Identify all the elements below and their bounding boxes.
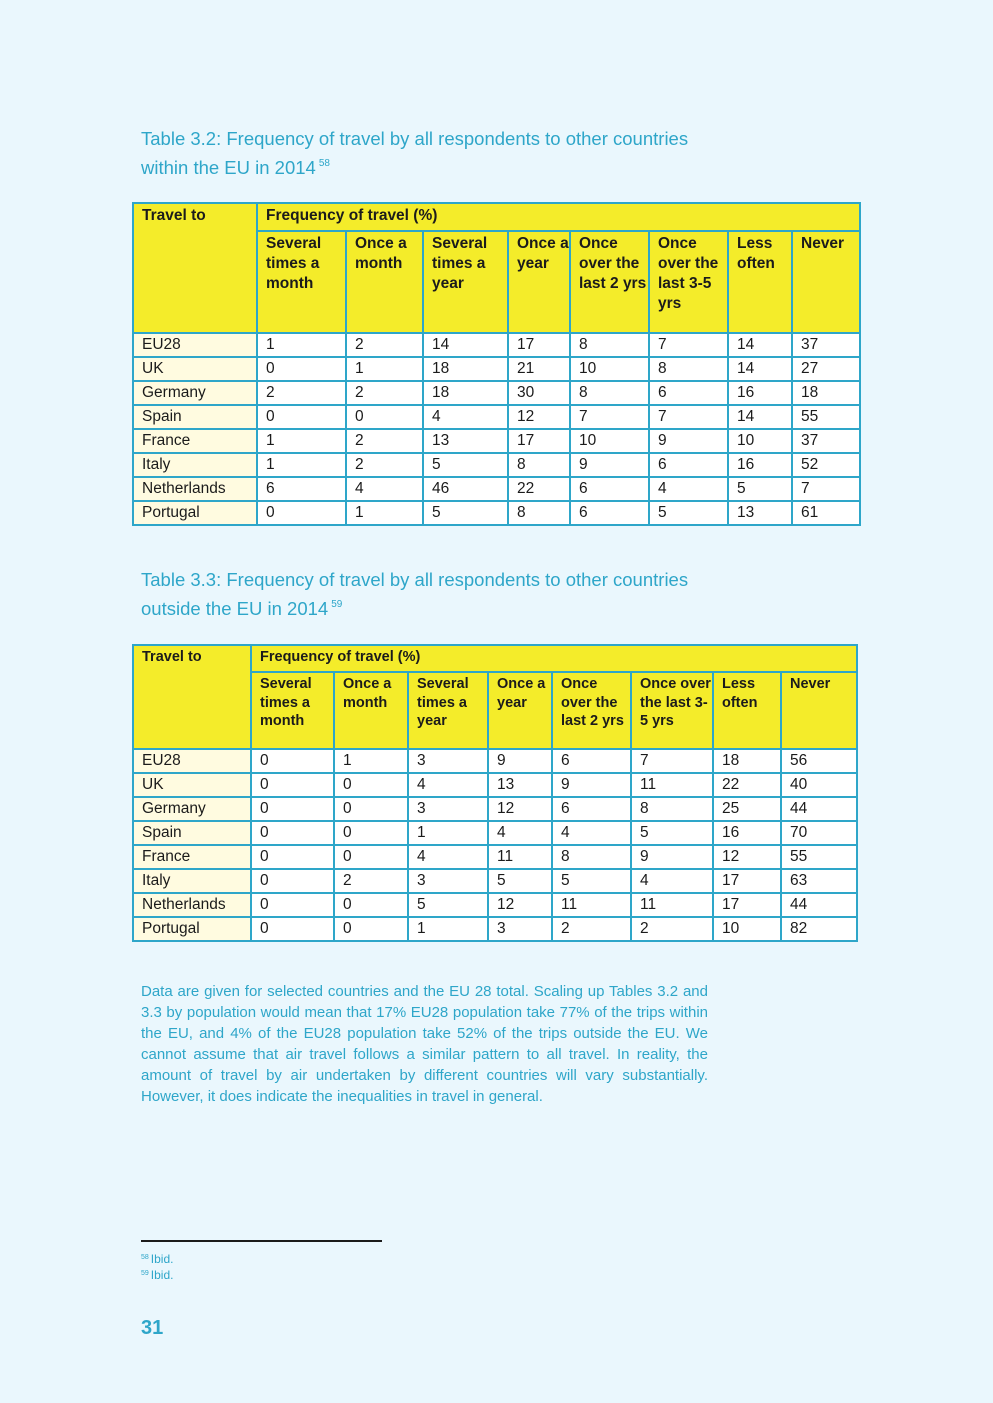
country-cell: Portugal <box>133 917 251 941</box>
value-cell: 13 <box>488 773 552 797</box>
value-cell: 14 <box>728 357 792 381</box>
value-cell: 5 <box>423 453 508 477</box>
value-cell: 16 <box>728 453 792 477</box>
value-cell: 0 <box>334 821 408 845</box>
value-cell: 8 <box>552 845 631 869</box>
value-cell: 8 <box>508 501 570 525</box>
value-cell: 6 <box>570 477 649 501</box>
value-cell: 10 <box>713 917 781 941</box>
column-header: Once a month <box>334 672 408 749</box>
table-row <box>133 749 857 773</box>
value-cell: 1 <box>257 429 346 453</box>
value-cell: 0 <box>251 917 334 941</box>
value-cell: 18 <box>713 749 781 773</box>
value-cell: 11 <box>552 893 631 917</box>
column-header: Once over the last 2 yrs <box>570 231 649 333</box>
value-cell: 0 <box>334 797 408 821</box>
table-row <box>133 773 857 797</box>
value-cell: 14 <box>728 333 792 357</box>
value-cell: 17 <box>713 893 781 917</box>
value-cell: 55 <box>792 405 860 429</box>
value-cell: 21 <box>508 357 570 381</box>
value-cell: 4 <box>408 773 488 797</box>
value-cell: 0 <box>334 773 408 797</box>
value-cell: 1 <box>334 749 408 773</box>
value-cell: 1 <box>408 821 488 845</box>
table1-caption: Table 3.2: Frequency of travel by all respondents to other countries within the EU in 2014 $^{58}$ <box>141 128 689 178</box>
footnote-59: $^{59}$ Ibid. <box>141 1268 174 1282</box>
value-cell: 2 <box>346 333 423 357</box>
value-cell: 11 <box>631 893 713 917</box>
column-header: Once a year <box>508 231 570 333</box>
value-cell: 0 <box>334 917 408 941</box>
table-row <box>133 917 857 941</box>
country-cell: Netherlands <box>133 477 257 501</box>
value-cell: 0 <box>251 773 334 797</box>
country-cell: Italy <box>133 453 257 477</box>
value-cell: 8 <box>570 381 649 405</box>
value-cell: 30 <box>508 381 570 405</box>
value-cell: 3 <box>408 869 488 893</box>
value-cell: 0 <box>251 821 334 845</box>
value-cell: 52 <box>792 453 860 477</box>
footnote-ref: 58 <box>318 158 330 169</box>
value-cell: 8 <box>570 333 649 357</box>
country-cell: Netherlands <box>133 893 251 917</box>
value-cell: 2 <box>334 869 408 893</box>
value-cell: 0 <box>251 869 334 893</box>
value-cell: 0 <box>257 501 346 525</box>
value-cell: 7 <box>792 477 860 501</box>
value-cell: 7 <box>570 405 649 429</box>
table-row <box>133 333 860 357</box>
column-header: Several times a month <box>251 672 334 749</box>
value-cell: 27 <box>792 357 860 381</box>
value-cell: 7 <box>649 333 728 357</box>
value-cell: 18 <box>423 381 508 405</box>
value-cell: 10 <box>570 429 649 453</box>
value-cell: 63 <box>781 869 857 893</box>
value-cell: 18 <box>423 357 508 381</box>
country-cell: Italy <box>133 869 251 893</box>
value-cell: 1 <box>257 333 346 357</box>
table-row <box>133 429 860 453</box>
value-cell: 82 <box>781 917 857 941</box>
value-cell: 6 <box>552 749 631 773</box>
value-cell: 12 <box>488 893 552 917</box>
table-row <box>133 797 857 821</box>
table-row <box>133 821 857 845</box>
value-cell: 5 <box>631 821 713 845</box>
header-travel-to: Travel to <box>133 203 257 333</box>
value-cell: 9 <box>649 429 728 453</box>
value-cell: 1 <box>408 917 488 941</box>
value-cell: 17 <box>508 429 570 453</box>
value-cell: 0 <box>251 749 334 773</box>
value-cell: 2 <box>346 381 423 405</box>
country-cell: Portugal <box>133 501 257 525</box>
header-frequency-group: Frequency of travel (%) <box>251 645 857 672</box>
value-cell: 5 <box>649 501 728 525</box>
country-cell: France <box>133 429 257 453</box>
column-header: Several times a year <box>423 231 508 333</box>
value-cell: 61 <box>792 501 860 525</box>
value-cell: 3 <box>408 797 488 821</box>
column-header: Less often <box>728 231 792 333</box>
value-cell: 4 <box>488 821 552 845</box>
value-cell: 14 <box>728 405 792 429</box>
value-cell: 9 <box>552 773 631 797</box>
value-cell: 1 <box>346 501 423 525</box>
value-cell: 16 <box>728 381 792 405</box>
value-cell: 22 <box>713 773 781 797</box>
footnote-58: $^{58}$ Ibid. <box>141 1252 174 1266</box>
value-cell: 7 <box>649 405 728 429</box>
country-cell: EU28 <box>133 749 251 773</box>
value-cell: 2 <box>552 917 631 941</box>
column-header: Once a month <box>346 231 423 333</box>
table2-caption: Table 3.3: Frequency of travel by all respondents to other countries outside the EU in 2014 $^{59}$ <box>141 569 689 619</box>
value-cell: 5 <box>488 869 552 893</box>
value-cell: 0 <box>346 405 423 429</box>
body-paragraph: Data are given for selected countries and the EU 28 total. Scaling up Tables 3.2 and 3.3 by population would mean that 17% EU28 population take 77% of the trips within the EU, and 4% of the EU28 population take 52% of the trips outside the EU. We cannot assume that air travel follows a similar pattern to all travel. In reality, the amount of travel by air undertaken by different countries will vary substantially. However, it does indicate the inequalities in travel in general. <box>141 983 708 1105</box>
column-header: Once over the last 3-5 yrs <box>631 672 713 749</box>
table-within-eu <box>132 202 861 526</box>
table-row <box>133 405 860 429</box>
value-cell: 6 <box>649 381 728 405</box>
value-cell: 6 <box>552 797 631 821</box>
footnote-ref: 59 <box>331 599 343 610</box>
value-cell: 0 <box>251 845 334 869</box>
value-cell: 37 <box>792 333 860 357</box>
value-cell: 4 <box>552 821 631 845</box>
value-cell: 5 <box>728 477 792 501</box>
footnote-divider <box>141 1240 382 1242</box>
value-cell: 0 <box>251 893 334 917</box>
value-cell: 13 <box>423 429 508 453</box>
country-cell: Spain <box>133 405 257 429</box>
header-frequency-group: Frequency of travel (%) <box>257 203 860 231</box>
page-number: 31 <box>141 1317 164 1339</box>
value-cell: 1 <box>257 453 346 477</box>
column-header: Once over the last 2 yrs <box>552 672 631 749</box>
value-cell: 11 <box>631 773 713 797</box>
value-cell: 3 <box>488 917 552 941</box>
value-cell: 14 <box>423 333 508 357</box>
value-cell: 56 <box>781 749 857 773</box>
value-cell: 6 <box>570 501 649 525</box>
column-header: Several times a month <box>257 231 346 333</box>
value-cell: 70 <box>781 821 857 845</box>
value-cell: 4 <box>408 845 488 869</box>
value-cell: 44 <box>781 797 857 821</box>
column-header: Several times a year <box>408 672 488 749</box>
table-row <box>133 845 857 869</box>
value-cell: 0 <box>257 357 346 381</box>
value-cell: 11 <box>488 845 552 869</box>
value-cell: 9 <box>488 749 552 773</box>
value-cell: 7 <box>631 749 713 773</box>
table-row <box>133 453 860 477</box>
table-row <box>133 869 857 893</box>
country-cell: Germany <box>133 381 257 405</box>
value-cell: 46 <box>423 477 508 501</box>
column-header: Never <box>792 231 860 333</box>
country-cell: EU28 <box>133 333 257 357</box>
value-cell: 40 <box>781 773 857 797</box>
country-cell: UK <box>133 773 251 797</box>
value-cell: 6 <box>257 477 346 501</box>
header-travel-to: Travel to <box>133 645 251 749</box>
value-cell: 6 <box>649 453 728 477</box>
value-cell: 1 <box>346 357 423 381</box>
value-cell: 25 <box>713 797 781 821</box>
value-cell: 5 <box>552 869 631 893</box>
value-cell: 2 <box>257 381 346 405</box>
column-header: Never <box>781 672 857 749</box>
value-cell: 8 <box>508 453 570 477</box>
value-cell: 5 <box>423 501 508 525</box>
country-cell: Spain <box>133 821 251 845</box>
value-cell: 3 <box>408 749 488 773</box>
table-row <box>133 381 860 405</box>
column-header: Once a year <box>488 672 552 749</box>
value-cell: 55 <box>781 845 857 869</box>
value-cell: 2 <box>346 453 423 477</box>
value-cell: 37 <box>792 429 860 453</box>
value-cell: 17 <box>713 869 781 893</box>
value-cell: 5 <box>408 893 488 917</box>
value-cell: 16 <box>713 821 781 845</box>
value-cell: 12 <box>488 797 552 821</box>
country-cell: France <box>133 845 251 869</box>
country-cell: UK <box>133 357 257 381</box>
table-row <box>133 477 860 501</box>
value-cell: 4 <box>631 869 713 893</box>
value-cell: 8 <box>649 357 728 381</box>
table-outside-eu <box>132 644 858 942</box>
value-cell: 22 <box>508 477 570 501</box>
value-cell: 13 <box>728 501 792 525</box>
value-cell: 8 <box>631 797 713 821</box>
table-row <box>133 501 860 525</box>
value-cell: 4 <box>423 405 508 429</box>
value-cell: 17 <box>508 333 570 357</box>
value-cell: 44 <box>781 893 857 917</box>
value-cell: 0 <box>257 405 346 429</box>
value-cell: 18 <box>792 381 860 405</box>
table-row <box>133 357 860 381</box>
value-cell: 2 <box>346 429 423 453</box>
value-cell: 4 <box>649 477 728 501</box>
value-cell: 9 <box>631 845 713 869</box>
column-header: Less often <box>713 672 781 749</box>
value-cell: 0 <box>334 845 408 869</box>
country-cell: Germany <box>133 797 251 821</box>
value-cell: 12 <box>713 845 781 869</box>
value-cell: 12 <box>508 405 570 429</box>
table-row <box>133 893 857 917</box>
value-cell: 4 <box>346 477 423 501</box>
value-cell: 2 <box>631 917 713 941</box>
value-cell: 10 <box>728 429 792 453</box>
value-cell: 9 <box>570 453 649 477</box>
value-cell: 10 <box>570 357 649 381</box>
column-header: Once over the last 3-5 yrs <box>649 231 728 333</box>
value-cell: 0 <box>334 893 408 917</box>
value-cell: 0 <box>251 797 334 821</box>
